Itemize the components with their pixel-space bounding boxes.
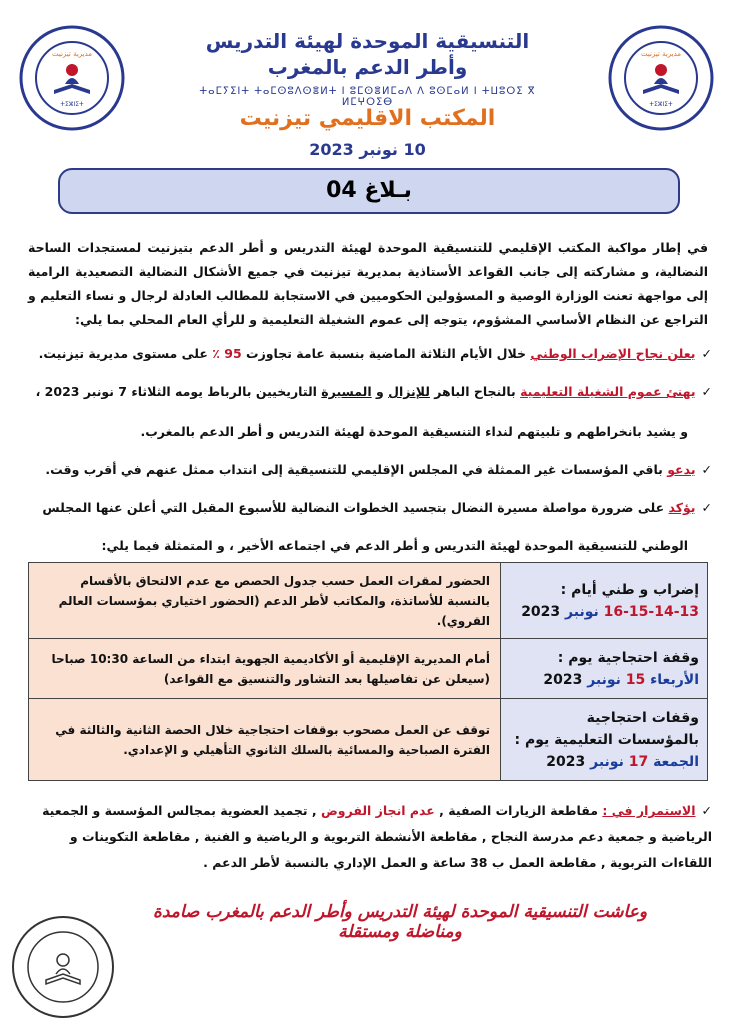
organization-title <box>175 28 560 80</box>
item-lead: يدعو <box>667 462 696 477</box>
row-year: 2023 <box>543 671 583 688</box>
table-row <box>29 639 708 699</box>
intro-paragraph: في إطار مواكبة المكتب الإقليمي للتنسيقية الموحدة لهيئة التدريس و أطر الدعم بتيزنيت لمستجدات الساحة النضالية، و مشاركته إلى جانب القواعد الأستاذية بمديرية تيزنيت في جميع الأشكال النضالية التصعيدية الرامية إلى مواجهة تعنت الوزارة الوصية و المسؤولين الحكوميين في الاستجابة للمطالب العادلة لرجال و نساء التعليم و التراجع عن النظام الأساسي المشؤوم، يتوجه إلى عموم الشغيلة التعليمية و للرأي العام المحلي بما يلي: <box>28 240 708 327</box>
item-text: مقاطعة الزيارات الصفية , <box>434 803 603 818</box>
row-label <box>501 699 708 781</box>
row-label <box>501 563 708 639</box>
statement-item-4-continued: الوطني للتنسيقية الموحدة لهيئة التدريس و أطر الدعم في اجتماعه الأخير ، و المتمثلة فيما يلي: <box>101 538 688 553</box>
row-label-text: بالمؤسسات التعليمية يوم : <box>514 731 699 748</box>
item-lead: يؤكد <box>668 500 696 515</box>
row-day-name: الأربعاء <box>650 671 699 688</box>
row-day-name: الجمعة <box>653 753 699 770</box>
check-icon: ✓ <box>701 500 712 515</box>
item-text: , تجميد العضوية بمجالس المؤسسة و الجمعية الرياضية و جمعية دعم مدرسة النجاح , مقاطعة الأنشطة التربوية و الرياضية و الفنية , مقاطعة التكوينات و اللقاءات التربوية , مقاطعة العمل ب 38 ساعة و العمل الإداري بالنسبة لأطر الدعم . <box>42 803 712 870</box>
tifinagh-name: ⵜⴰⵎⵢⵉⵏⵜ ⵜⴰⵎⵙⵓⴷⵙⴻⵍⵜ ⵏ ⵓⵎⵙⴻⵍⵎⴰⴷ ⴷ ⵓⵙⵎⴰⵍ ⵏ ⵜⵡⵓⵔⵉ ⴳ ⵍⵎⵖⵔⵉⴱ <box>199 86 536 108</box>
logo-label: مديرية تيزنيت <box>640 50 682 58</box>
row-label-text: إضراب و طني أيام : <box>560 581 699 598</box>
coordination-logo-left <box>18 24 126 132</box>
row-month: نونبر <box>560 603 604 620</box>
row-month: نونبر <box>590 753 624 770</box>
statement-item-2-continued: و يشيد بانخراطهم و تلبيتهم لنداء التنسيقية الموحدة لهيئة التدريس و أطر الدعم بالمغرب. <box>140 424 688 439</box>
logo-sublabel: ⵜⵉⵣⵏⵉⵜ <box>60 101 84 108</box>
action-program-table <box>28 562 708 781</box>
table-row <box>29 699 708 781</box>
row-label-text: وقفة احتجاجية يوم : <box>557 649 699 666</box>
item-text: للإنزال <box>388 384 430 399</box>
row-description: توقف عن العمل مصحوب بوقفات احتجاجية خلال الحصة الثانية والثالثة في الفترة الصباحية والمسائية بالسلك الثانوي التأهيلي و الإعدادي. <box>29 699 501 781</box>
organization-title-line2: وأطر الدعم بالمغرب <box>267 55 468 79</box>
closing-slogan: وعاشت التنسيقية الموحدة لهيئة التدريس وأطر الدعم بالمغرب صامدة ومناضلة ومستقلة <box>152 902 648 942</box>
table-row <box>29 563 708 639</box>
row-year: 2023 <box>546 753 586 770</box>
row-month: نونبر <box>587 671 621 688</box>
item-text: على ضرورة مواصلة مسيرة النضال بتجسيد الخطوات النضالية للأسبوع المقبل التي أعلن عنها المجلس <box>42 500 669 515</box>
item-lead: الاستمرار في : <box>602 803 696 818</box>
row-label <box>501 639 708 699</box>
statement-item-2 <box>28 380 712 404</box>
item-text: المسيرة <box>321 384 372 399</box>
row-day-number: 15 <box>620 671 651 688</box>
logo-label: مديرية تيزنيت <box>51 50 93 58</box>
check-icon: ✓ <box>701 462 712 477</box>
organization-title-line1: التنسيقية الموحدة لهيئة التدريس <box>205 29 530 53</box>
item-text: باقي المؤسسات غير الممثلة في المجلس الإقليمي للتنسيقية إلى انتداب ممثل عنهم في أقرب وقت. <box>45 462 668 477</box>
row-year: 2023 <box>521 603 561 620</box>
seal-stamp <box>10 914 116 1020</box>
document-date: 10 نونبر 2023 <box>309 140 426 159</box>
row-label-text: وقفات احتجاجية <box>586 709 699 726</box>
item-text: على مستوى مديرية تيزنيت. <box>38 346 213 361</box>
item-text: خلال الأيام الثلاثة الماضية بنسبة عامة تجاوزت <box>241 346 531 361</box>
row-day-number: 17 <box>623 753 654 770</box>
continuation-item <box>28 798 712 876</box>
item-text: و <box>371 384 389 399</box>
check-icon: ✓ <box>701 803 712 818</box>
communique-banner <box>58 168 680 214</box>
statement-item-3 <box>28 458 712 482</box>
regional-office: المكتب الاقليمي تيزنيت <box>239 106 496 131</box>
coordination-logo-right <box>607 24 715 132</box>
statement-item-4 <box>28 496 712 520</box>
check-icon: ✓ <box>701 384 712 399</box>
check-icon: ✓ <box>701 346 712 361</box>
row-description: الحضور لمقرات العمل حسب جدول الحصص مع عدم الالتحاق بالأقسام بالنسبة للأساتذة، والمكاتب لأطر الدعم (الحضور اختياري بمؤسسات العالم القروي). <box>29 563 501 639</box>
row-description: أمام المديرية الإقليمية أو الأكاديمية الجهوية ابتداء من الساعة 10:30 صباحا (سيعلن عن تفاصيلها بعد التشاور والتنسيق مع القواعد) <box>29 639 501 699</box>
strike-days: 16-15-14-13 <box>603 603 699 620</box>
item-lead: يعلن نجاح الإضراب الوطني <box>530 346 696 361</box>
item-text: التاريخيين بالرباط يومه الثلاثاء 7 نونبر 2023 ، <box>35 384 322 399</box>
item-lead: يهنئ عموم الشغيلة التعليمية <box>520 384 696 399</box>
statement-item-1 <box>28 342 712 366</box>
item-text: عدم انجاز الفروض <box>320 803 435 818</box>
logo-sublabel: ⵜⵉⵣⵏⵉⵜ <box>649 101 673 108</box>
item-text: بالنجاح الباهر <box>429 384 521 399</box>
communique-title: بـلاغ 04 <box>326 178 412 203</box>
strike-percentage: 95 ٪ <box>212 346 242 361</box>
